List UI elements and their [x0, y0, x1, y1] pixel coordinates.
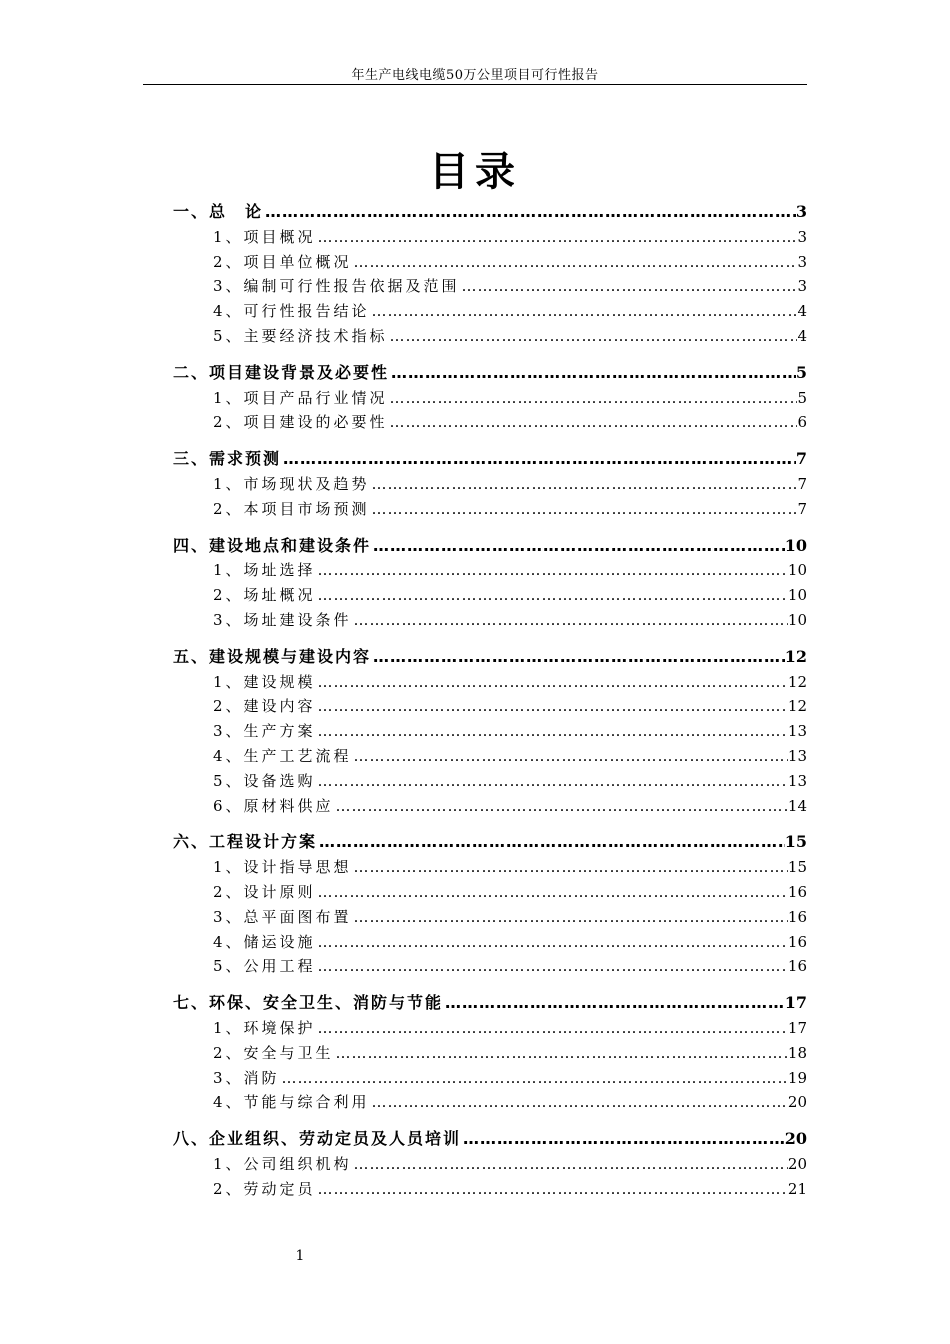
- toc-item-entry[interactable]: [173, 880, 807, 905]
- toc-page-number: 3: [797, 277, 807, 296]
- toc-item-entry[interactable]: [173, 930, 807, 955]
- toc-section: [173, 645, 807, 819]
- toc-page-number: 15: [787, 858, 807, 877]
- toc-page-number: 7: [795, 449, 807, 469]
- toc-dot-leader: [316, 583, 788, 608]
- toc-entry-label: 5、公用工程: [213, 957, 316, 976]
- toc-page-number: 12: [784, 646, 807, 666]
- toc-item-entry[interactable]: [173, 855, 807, 880]
- toc-page-number: 15: [784, 832, 807, 852]
- toc-dot-leader: [281, 447, 796, 472]
- toc-page-number: 3: [797, 252, 807, 271]
- toc-dot-leader: [370, 1090, 788, 1115]
- toc-entry-label: 4、可行性报告结论: [213, 302, 370, 321]
- toc-entry-label: 2、建设内容: [213, 697, 316, 716]
- toc-item-entry[interactable]: [173, 324, 807, 349]
- toc-item-entry[interactable]: [173, 769, 807, 794]
- toc-dot-leader: [316, 1016, 788, 1041]
- toc-chapter-entry[interactable]: [173, 534, 807, 559]
- toc-page-number: 13: [787, 771, 807, 790]
- toc-item-entry[interactable]: [173, 274, 807, 299]
- toc-entry-label: 1、环境保护: [213, 1018, 316, 1037]
- toc-item-entry[interactable]: [173, 583, 807, 608]
- toc-section: [173, 830, 807, 979]
- toc-dot-leader: [352, 250, 798, 275]
- toc-dot-leader: [316, 769, 788, 794]
- toc-dot-leader: [352, 905, 788, 930]
- header-rule: [143, 84, 807, 85]
- toc-page-number: 17: [787, 1018, 807, 1037]
- toc-chapter-entry[interactable]: [173, 1127, 807, 1152]
- toc-entry-label: 三、需求预测: [173, 449, 282, 469]
- toc-entry-label: 2、场址概况: [213, 586, 316, 605]
- toc-page-number: 17: [784, 993, 807, 1013]
- toc-dot-leader: [316, 670, 788, 695]
- toc-page-number: 10: [784, 535, 807, 555]
- toc-dot-leader: [370, 472, 798, 497]
- toc-entry-label: 3、消防: [213, 1068, 280, 1087]
- toc-item-entry[interactable]: [173, 694, 807, 719]
- toc-entry-label: 6、原材料供应: [213, 796, 334, 815]
- toc-entry-label: 1、公司组织机构: [213, 1154, 352, 1173]
- toc-dot-leader: [316, 930, 788, 955]
- toc-dot-leader: [371, 534, 785, 559]
- toc-item-entry[interactable]: [173, 670, 807, 695]
- toc-entry-label: 4、节能与综合利用: [213, 1093, 370, 1112]
- toc-entry-label: 1、设计指导思想: [213, 858, 352, 877]
- toc-dot-leader: [388, 386, 798, 411]
- toc-dot-leader: [280, 1066, 788, 1091]
- toc-item-entry[interactable]: [173, 410, 807, 435]
- toc-dot-leader: [352, 744, 788, 769]
- toc-page-number: 10: [787, 586, 807, 605]
- toc-item-entry[interactable]: [173, 558, 807, 583]
- toc-page-number: 10: [787, 561, 807, 580]
- toc-dot-leader: [263, 200, 796, 225]
- toc-chapter-entry[interactable]: [173, 645, 807, 670]
- toc-section: [173, 447, 807, 521]
- toc-entry-label: 五、建设规模与建设内容: [173, 646, 372, 666]
- toc-section: [173, 534, 807, 633]
- toc-dot-leader: [460, 274, 798, 299]
- toc-dot-leader: [334, 1041, 788, 1066]
- toc-page-number: 14: [787, 796, 807, 815]
- toc-dot-leader: [316, 225, 798, 250]
- toc-page-number: 13: [787, 746, 807, 765]
- toc-entry-label: 2、项目建设的必要性: [213, 413, 388, 432]
- toc-entry-label: 3、场址建设条件: [213, 610, 352, 629]
- toc-item-entry[interactable]: [173, 608, 807, 633]
- toc-section: [173, 1127, 807, 1201]
- toc-page-number: 21: [787, 1179, 807, 1198]
- toc-item-entry[interactable]: [173, 386, 807, 411]
- toc-page-number: 7: [797, 499, 807, 518]
- toc-page-number: 12: [787, 672, 807, 691]
- toc-dot-leader: [316, 954, 788, 979]
- toc-item-entry[interactable]: [173, 225, 807, 250]
- toc-page-number: 4: [797, 302, 807, 321]
- toc-page-number: 16: [787, 907, 807, 926]
- toc-item-entry[interactable]: [173, 1090, 807, 1115]
- toc-page-number: 7: [797, 474, 807, 493]
- toc-chapter-entry[interactable]: [173, 991, 807, 1016]
- toc-page-number: 16: [787, 882, 807, 901]
- toc-page-number: 4: [797, 326, 807, 345]
- toc-section: [173, 991, 807, 1115]
- toc-dot-leader: [316, 558, 788, 583]
- toc-dot-leader: [388, 324, 798, 349]
- toc-item-entry[interactable]: [173, 299, 807, 324]
- toc-item-entry[interactable]: [173, 1041, 807, 1066]
- toc-entry-label: 4、储运设施: [213, 932, 316, 951]
- toc-section: [173, 200, 807, 349]
- toc-entry-label: 七、环保、安全卫生、消防与节能: [173, 993, 444, 1013]
- toc-dot-leader: [370, 497, 798, 522]
- toc-dot-leader: [370, 299, 798, 324]
- toc-dot-leader: [316, 719, 788, 744]
- toc-chapter-entry[interactable]: [173, 200, 807, 225]
- toc-dot-leader: [389, 361, 796, 386]
- toc-page-number: 6: [797, 413, 807, 432]
- toc-item-entry[interactable]: [173, 794, 807, 819]
- toc-entry-label: 八、企业组织、劳动定员及人员培训: [173, 1129, 462, 1149]
- toc-dot-leader: [316, 1177, 788, 1202]
- toc-entry-label: 5、设备选购: [213, 771, 316, 790]
- toc-entry-label: 1、建设规模: [213, 672, 316, 691]
- toc-entry-label: 2、劳动定员: [213, 1179, 316, 1198]
- toc-chapter-entry[interactable]: [173, 361, 807, 386]
- toc-entry-label: 2、安全与卫生: [213, 1043, 334, 1062]
- toc-item-entry[interactable]: [173, 1177, 807, 1202]
- toc-dot-leader: [388, 410, 798, 435]
- toc-item-entry[interactable]: [173, 250, 807, 275]
- toc-entry-label: 二、项目建设背景及必要性: [173, 362, 390, 382]
- toc-entry-label: 2、本项目市场预测: [213, 499, 370, 518]
- toc-entry-label: 4、生产工艺流程: [213, 746, 352, 765]
- toc-dot-leader: [334, 794, 788, 819]
- toc-page-number: 12: [787, 697, 807, 716]
- toc-entry-label: 1、项目概况: [213, 227, 316, 246]
- toc-page-number: 13: [787, 722, 807, 741]
- toc-item-entry[interactable]: [173, 472, 807, 497]
- toc-entry-label: 一、总 论: [173, 202, 264, 221]
- toc-item-entry[interactable]: [173, 1066, 807, 1091]
- toc-page-number: 20: [784, 1129, 807, 1149]
- toc-entry-label: 2、设计原则: [213, 882, 316, 901]
- toc-dot-leader: [443, 991, 785, 1016]
- toc-page-number: 20: [787, 1093, 807, 1112]
- toc-page-number: 5: [795, 362, 807, 382]
- toc-chapter-entry[interactable]: [173, 830, 807, 855]
- page-title: 目录: [429, 149, 521, 195]
- toc-entry-label: 3、生产方案: [213, 722, 316, 741]
- toc-page-number: 16: [787, 957, 807, 976]
- toc-entry-label: 3、编制可行性报告依据及范围: [213, 277, 460, 296]
- toc-entry-label: 3、总平面图布置: [213, 907, 352, 926]
- toc-section: [173, 361, 807, 435]
- toc-entry-label: 六、工程设计方案: [173, 832, 318, 852]
- toc-page-number: 20: [787, 1154, 807, 1173]
- toc-entry-label: 2、项目单位概况: [213, 252, 352, 271]
- toc-entry-label: 四、建设地点和建设条件: [173, 535, 372, 555]
- toc-item-entry[interactable]: [173, 1152, 807, 1177]
- toc-item-entry[interactable]: [173, 744, 807, 769]
- toc-item-entry[interactable]: [173, 719, 807, 744]
- toc-chapter-entry[interactable]: [173, 447, 807, 472]
- toc-dot-leader: [352, 855, 788, 880]
- toc-entry-label: 5、主要经济技术指标: [213, 326, 388, 345]
- table-of-contents: [173, 200, 807, 1213]
- toc-entry-label: 1、市场现状及趋势: [213, 474, 370, 493]
- toc-dot-leader: [461, 1127, 785, 1152]
- toc-page-number: 10: [787, 610, 807, 629]
- toc-page-number: 19: [787, 1068, 807, 1087]
- toc-entry-label: 1、项目产品行业情况: [213, 388, 388, 407]
- toc-entry-label: 1、场址选择: [213, 561, 316, 580]
- running-header: 年生产电线电缆50万公里项目可行性报告: [351, 68, 599, 83]
- toc-page-number: 3: [797, 227, 807, 246]
- toc-page-number: 3: [795, 202, 807, 221]
- toc-dot-leader: [317, 830, 785, 855]
- toc-item-entry[interactable]: [173, 497, 807, 522]
- toc-dot-leader: [352, 608, 788, 633]
- toc-item-entry[interactable]: [173, 954, 807, 979]
- toc-item-entry[interactable]: [173, 1016, 807, 1041]
- toc-dot-leader: [316, 694, 788, 719]
- toc-page-number: 18: [787, 1043, 807, 1062]
- page-number: 1: [295, 1248, 305, 1264]
- toc-dot-leader: [371, 645, 785, 670]
- toc-page-number: 5: [797, 388, 807, 407]
- toc-dot-leader: [352, 1152, 788, 1177]
- toc-item-entry[interactable]: [173, 905, 807, 930]
- toc-dot-leader: [316, 880, 788, 905]
- toc-page-number: 16: [787, 932, 807, 951]
